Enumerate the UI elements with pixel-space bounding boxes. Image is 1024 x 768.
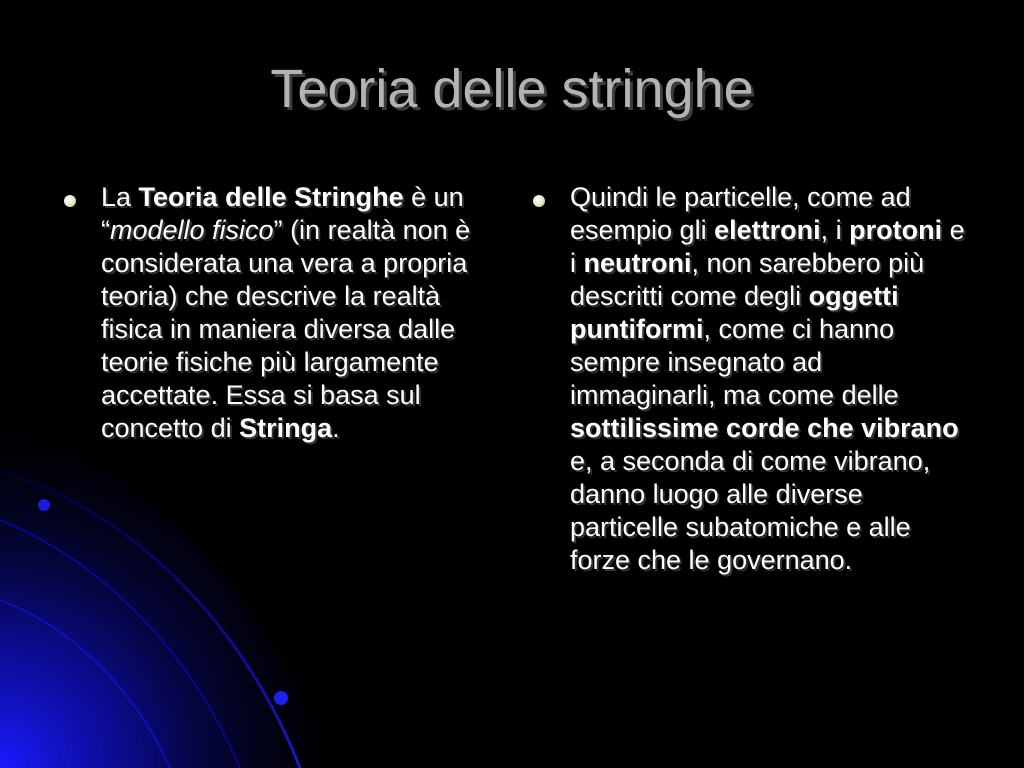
decor-dot-1 [38,499,50,511]
left-bullet-text: La Teoria delle Stringhe è un “modello fisico” (in realtà non è considerata una vera a propria teoria) che descrive la realtà fisica in maniera diversa dalle teorie fisiche più largamente accettate. Essa si basa sul concetto di Stringa. [101,182,471,443]
decor-dot-2 [274,691,288,705]
slide-title: Teoria delle stringhe [270,59,754,119]
right-bullet-item [570,181,970,577]
bullet-icon [533,195,545,207]
left-bullet-item [101,181,496,445]
bullet-icon [64,195,76,207]
right-bullet-text: Quindi le particelle, come ad esempio gli elettroni, i protoni e i neutroni, non sarebbero più descritti come degli oggetti puntiformi, come ci hanno sempre insegnato ad immaginarli, ma come delle sottilissime corde che vibrano e, a seconda di come vibrano, danno luogo alle diverse particelle subatomiche e alle forze che le governano. [570,182,965,575]
